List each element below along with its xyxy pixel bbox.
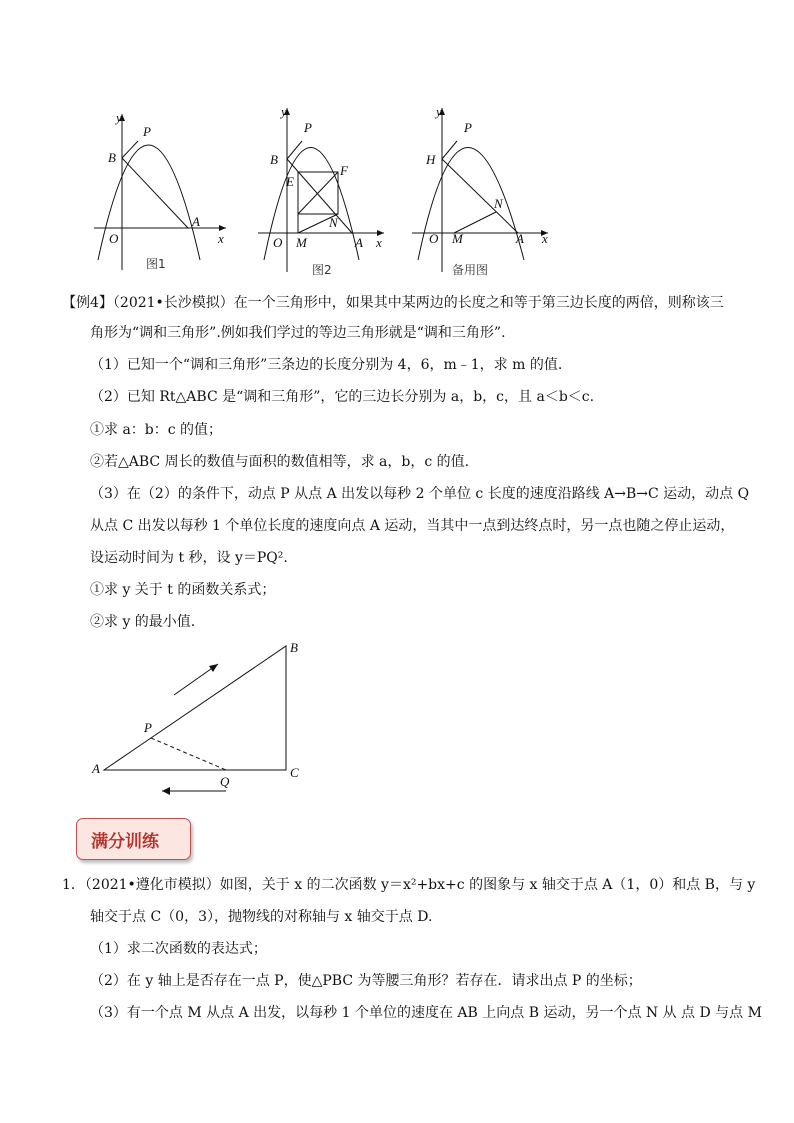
fig3-m-label: M <box>452 231 463 246</box>
problem1-line-2: 轴交于点 C（0，3），抛物线的对称轴与 x 轴交于点 D. <box>90 909 433 925</box>
fig3-h-label: H <box>426 152 436 167</box>
fig1-b-label: B <box>108 150 116 165</box>
triangle-figure <box>86 636 316 806</box>
section-tag-label: 满分训练 <box>91 832 159 852</box>
fig3-origin-label: O <box>429 231 439 246</box>
triangle-c-label: C <box>290 765 299 780</box>
segment-ha <box>442 159 518 233</box>
example4-line-8: 从点 C 出发以每秒 1 个单位长度的速度向点 A 运动，当其中一点到达终点时，另一点也随之停止运动， <box>90 518 735 534</box>
example4-line-10: ①求 y 关于 t 的函数关系式； <box>90 582 276 598</box>
segment-hp <box>442 141 457 159</box>
problem1-line-4: （2）在 y 轴上是否存在一点 P，使△PBC 为等腰三角形？若存在．请求出点 P 的坐标； <box>90 973 642 989</box>
fig2-f-label: F <box>340 163 348 178</box>
example4-line-6: ②若△ABC 周长的数值与面积的数值相等，求 a，b，c 的值. <box>90 454 470 470</box>
problem1-line-5: （3）有一个点 M 从点 A 出发，以每秒 1 个单位的速度在 AB 上向点 B 运动，另一个点 N 从 点 D 与点 M <box>90 1005 762 1021</box>
fig3-x-label: x <box>542 231 548 246</box>
triangle-abc <box>104 646 286 770</box>
figure-2 <box>256 100 396 280</box>
example4-line-5: ①求 a：b：c 的值； <box>90 422 223 438</box>
section-tag <box>76 818 191 860</box>
fig3-caption: 备用图 <box>452 263 489 277</box>
fig2-p-label: P <box>304 120 312 135</box>
fig2-m-label: M <box>296 235 307 250</box>
fig1-caption: 图1 <box>146 257 166 271</box>
arrow-up-head <box>209 664 218 672</box>
fig2-e-label: E <box>286 174 294 189</box>
fig1-origin-label: O <box>109 231 119 246</box>
fig1-p-label: P <box>143 124 151 139</box>
fig3-y-label: y <box>436 104 442 119</box>
fig2-b-label: B <box>270 152 278 167</box>
segment-mn <box>454 212 496 233</box>
figure-3 <box>410 100 560 280</box>
fig2-origin-label: O <box>273 235 283 250</box>
problem1-line-1: 1．（2021•遵化市模拟）如图，关于 x 的二次函数 y＝x²+bx+c 的图象与 x 轴交于点 A（1，0）和点 B，与 y <box>62 877 756 893</box>
example4-line-4: （2）已知 Rt△ABC 是“调和三角形”，它的三边长分别为 a，b，c，且 a＜b＜c. <box>90 389 595 405</box>
example4-line-1: 【例4】（2021•长沙模拟）在一个三角形中，如果其中某两边的长度之和等于第三边长度的两倍，则称该三 <box>62 295 724 311</box>
example4-line-9: 设运动时间为 t 秒，设 y＝PQ². <box>90 550 288 566</box>
example4-line-2: 角形为“调和三角形”.例如我们学过的等边三角形就是“调和三角形”. <box>90 325 506 341</box>
fig3-p-label: P <box>464 120 472 135</box>
segment-bp <box>287 141 302 159</box>
fig2-x-label: x <box>376 235 382 250</box>
segment-bp <box>122 141 138 158</box>
fig1-y-label: y <box>116 110 122 125</box>
fig2-n-label: N <box>329 215 338 230</box>
fig1-x-label: x <box>218 231 224 246</box>
fig3-n-label: N <box>494 196 503 211</box>
example4-line-7: （3）在（2）的条件下，动点 P 从点 A 出发以每秒 2 个单位 c 长度的速度沿路线 A→B→C 运动，动点 Q <box>90 486 750 502</box>
fig2-a-label: A <box>355 235 363 250</box>
triangle-b-label: B <box>290 640 298 655</box>
segment-ba <box>122 158 188 228</box>
fig2-caption: 图2 <box>312 263 332 277</box>
triangle-q-label: Q <box>220 774 230 789</box>
example4-line-3: （1）已知一个“调和三角形”三条边的长度分别为 4，6，m﹣1，求 m 的值. <box>90 357 563 373</box>
fig3-a-label: A <box>516 231 524 246</box>
figure-1 <box>86 100 236 280</box>
triangle-a-label: A <box>92 761 100 776</box>
triangle-p-label: P <box>144 720 152 735</box>
example4-line-11: ②求 y 的最小值. <box>90 614 196 630</box>
arrow-left-head <box>162 787 170 795</box>
fig2-y-label: y <box>281 104 287 119</box>
fig1-a-label: A <box>192 214 200 229</box>
segment-pq-dashed <box>151 738 226 770</box>
problem1-line-3: （1）求二次函数的表达式； <box>90 941 267 957</box>
